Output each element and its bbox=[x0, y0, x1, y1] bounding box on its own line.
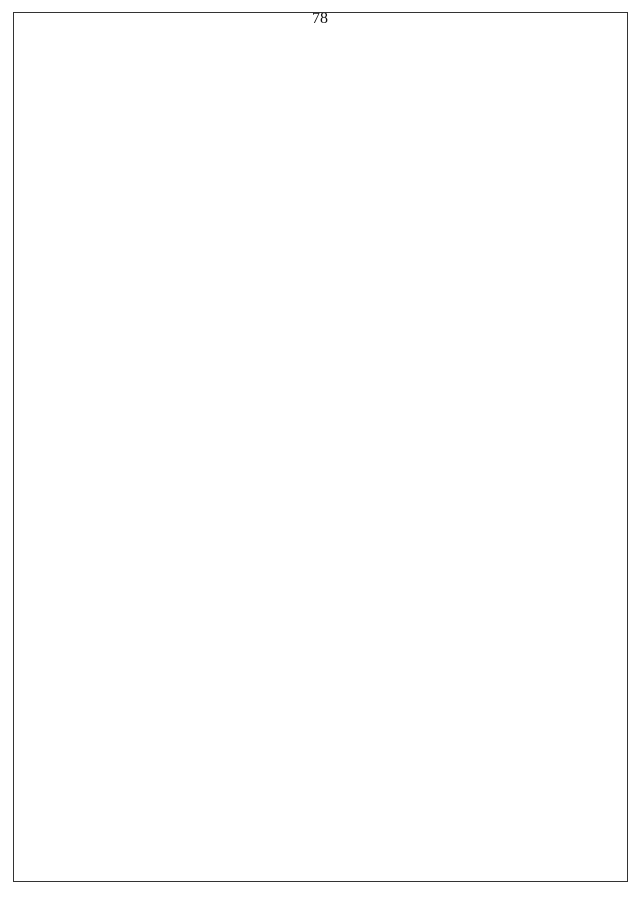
page-number: 78 bbox=[312, 10, 328, 27]
document-table bbox=[13, 12, 628, 882]
